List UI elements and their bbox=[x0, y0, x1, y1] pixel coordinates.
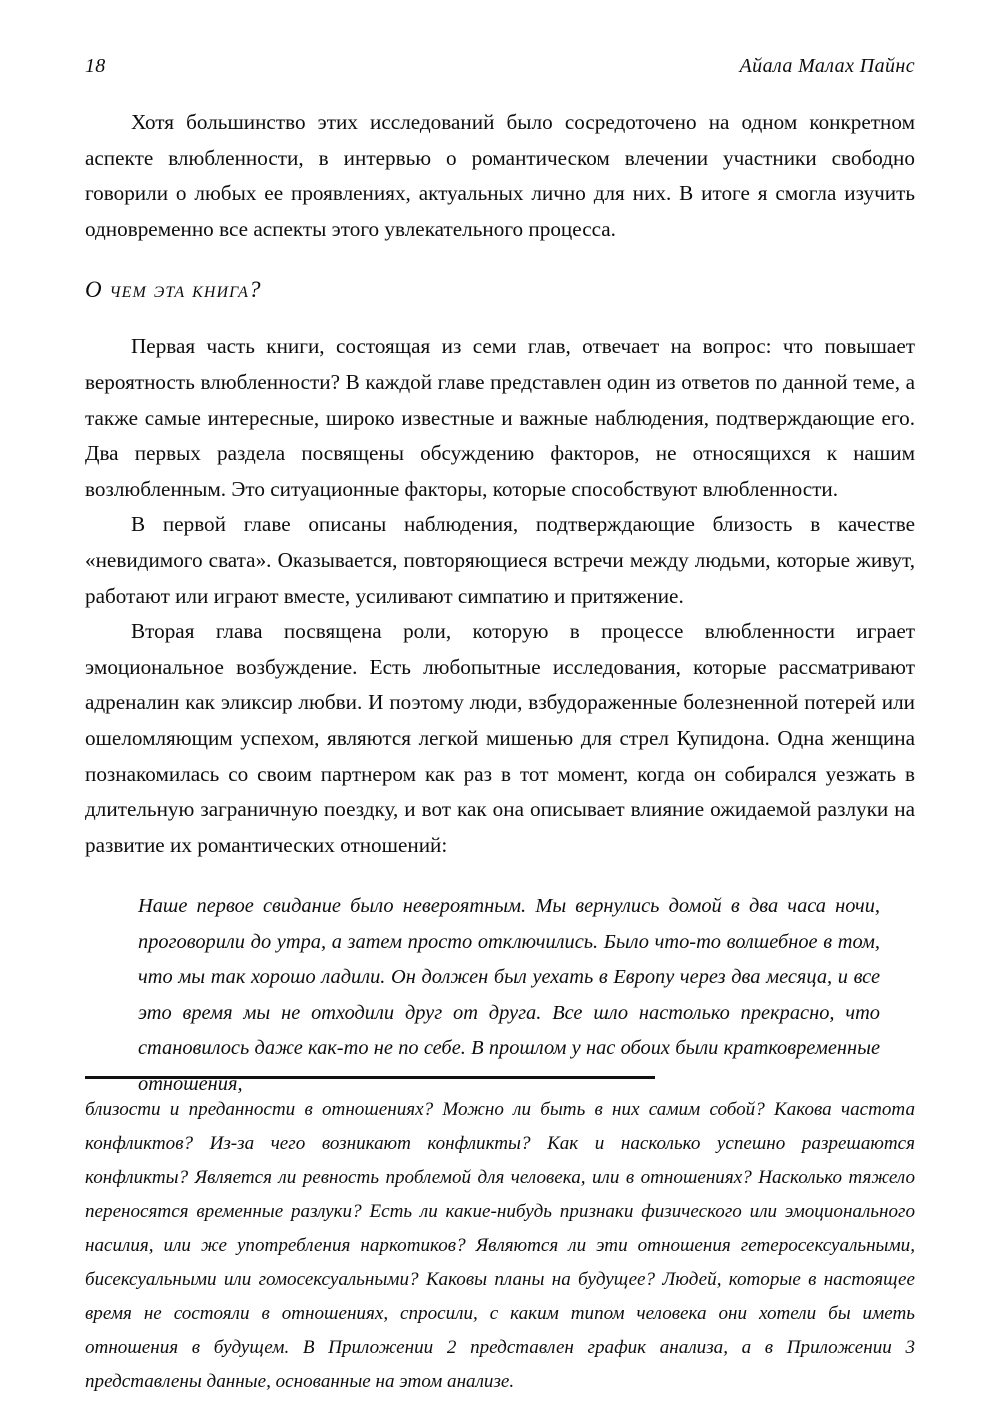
running-head bbox=[85, 55, 915, 81]
paragraph-chapter-two: Вторая глава посвящена роли, которую в процессе влюбленности играет эмоциональное возбуждение. Есть любопытные исследования, которые рассматривают адреналин как эликсир любви. И поэтому люди, взбудораженные болезненной потерей или ошеломляющим успехом, являются легкой мишенью для стрел Купидона. Одна женщина познакомилась со своим партнером как раз в тот момент, когда он собирался уезжать в длительную заграничную поездку, и вот как она описывает влияние ожидаемой разлуки на развитие их романтических отношений: bbox=[85, 619, 915, 857]
paragraph-chapter-one: В первой главе описаны наблюдения, подтверждающие близость в качестве «невидимого свата». Оказывается, повторяющиеся встречи между людьми, которые живут, работают или играют вместе, усиливают симпатию и притяжение. bbox=[85, 512, 915, 608]
body-text-column bbox=[85, 105, 915, 1102]
page-number: 18 bbox=[85, 55, 106, 77]
section-heading: О чем эта книга? bbox=[85, 277, 262, 303]
footnote-continuation-text: близости и преданности в отношениях? Можно ли быть в них самим собой? Какова частота конфликтов? Из-за чего возникают конфликты? Как и насколько успешно разрешаются конфликты? Является ли ревность проблемой для человека, или в отношениях? Насколько тяжело переносятся временные разлуки? Есть ли какие-нибудь признаки физического или эмоционального насилия, или же употребления наркотиков? Являются ли эти отношения гетеросексуальными, бисексуальными или гомосексуальными? Каковы планы на будущее? Людей, которые в настоящее время не состояли в отношениях, спросили, с каким типом человека они хотели бы иметь отношения в будущем. В Приложении 2 представлен график анализа, а в Приложении 3 представлены данные, основанные на этом анализе. bbox=[85, 1099, 915, 1392]
block-quote bbox=[85, 889, 880, 1102]
paragraph-intro: Хотя большинство этих исследований было сосредоточено на одном конкретном аспекте влюбленности, в интервью о романтическом влечении участники свободно говорили о любых ее проявлениях, актуальных лично для них. В итоге я смогла изучить одновременно все аспекты этого увлекательного процесса. bbox=[85, 110, 915, 241]
block-quote-text: Наше первое свидание было невероятным. Мы вернулись домой в два часа ночи, проговорили до утра, а затем просто отключились. Было что-то волшебное в том, что мы так хорошо ладили. Он должен был уехать в Европу через два месяца, и все это время мы не отходили друг от друга. Все шло настолько прекрасно, что становилось даже как-то не по себе. В прошлом у нас обоих были кратковременные отношения, bbox=[138, 895, 880, 1095]
footnote-area bbox=[85, 1076, 915, 1399]
running-head-author: Айала Малах Пайнс bbox=[739, 55, 915, 77]
paragraph-part-one: Первая часть книги, состоящая из семи глав, отвечает на вопрос: что повышает вероятность влюбленности? В каждой главе представлен один из ответов по данной теме, а также самые интересные, широко известные и важные наблюдения, подтверждающие его. Два первых раздела посвящены обсуждению факторов, не относящихся к нашим возлюбленным. Это ситуационные факторы, которые способствуют влюбленности. bbox=[85, 334, 915, 501]
footnote-separator-rule bbox=[85, 1076, 655, 1079]
